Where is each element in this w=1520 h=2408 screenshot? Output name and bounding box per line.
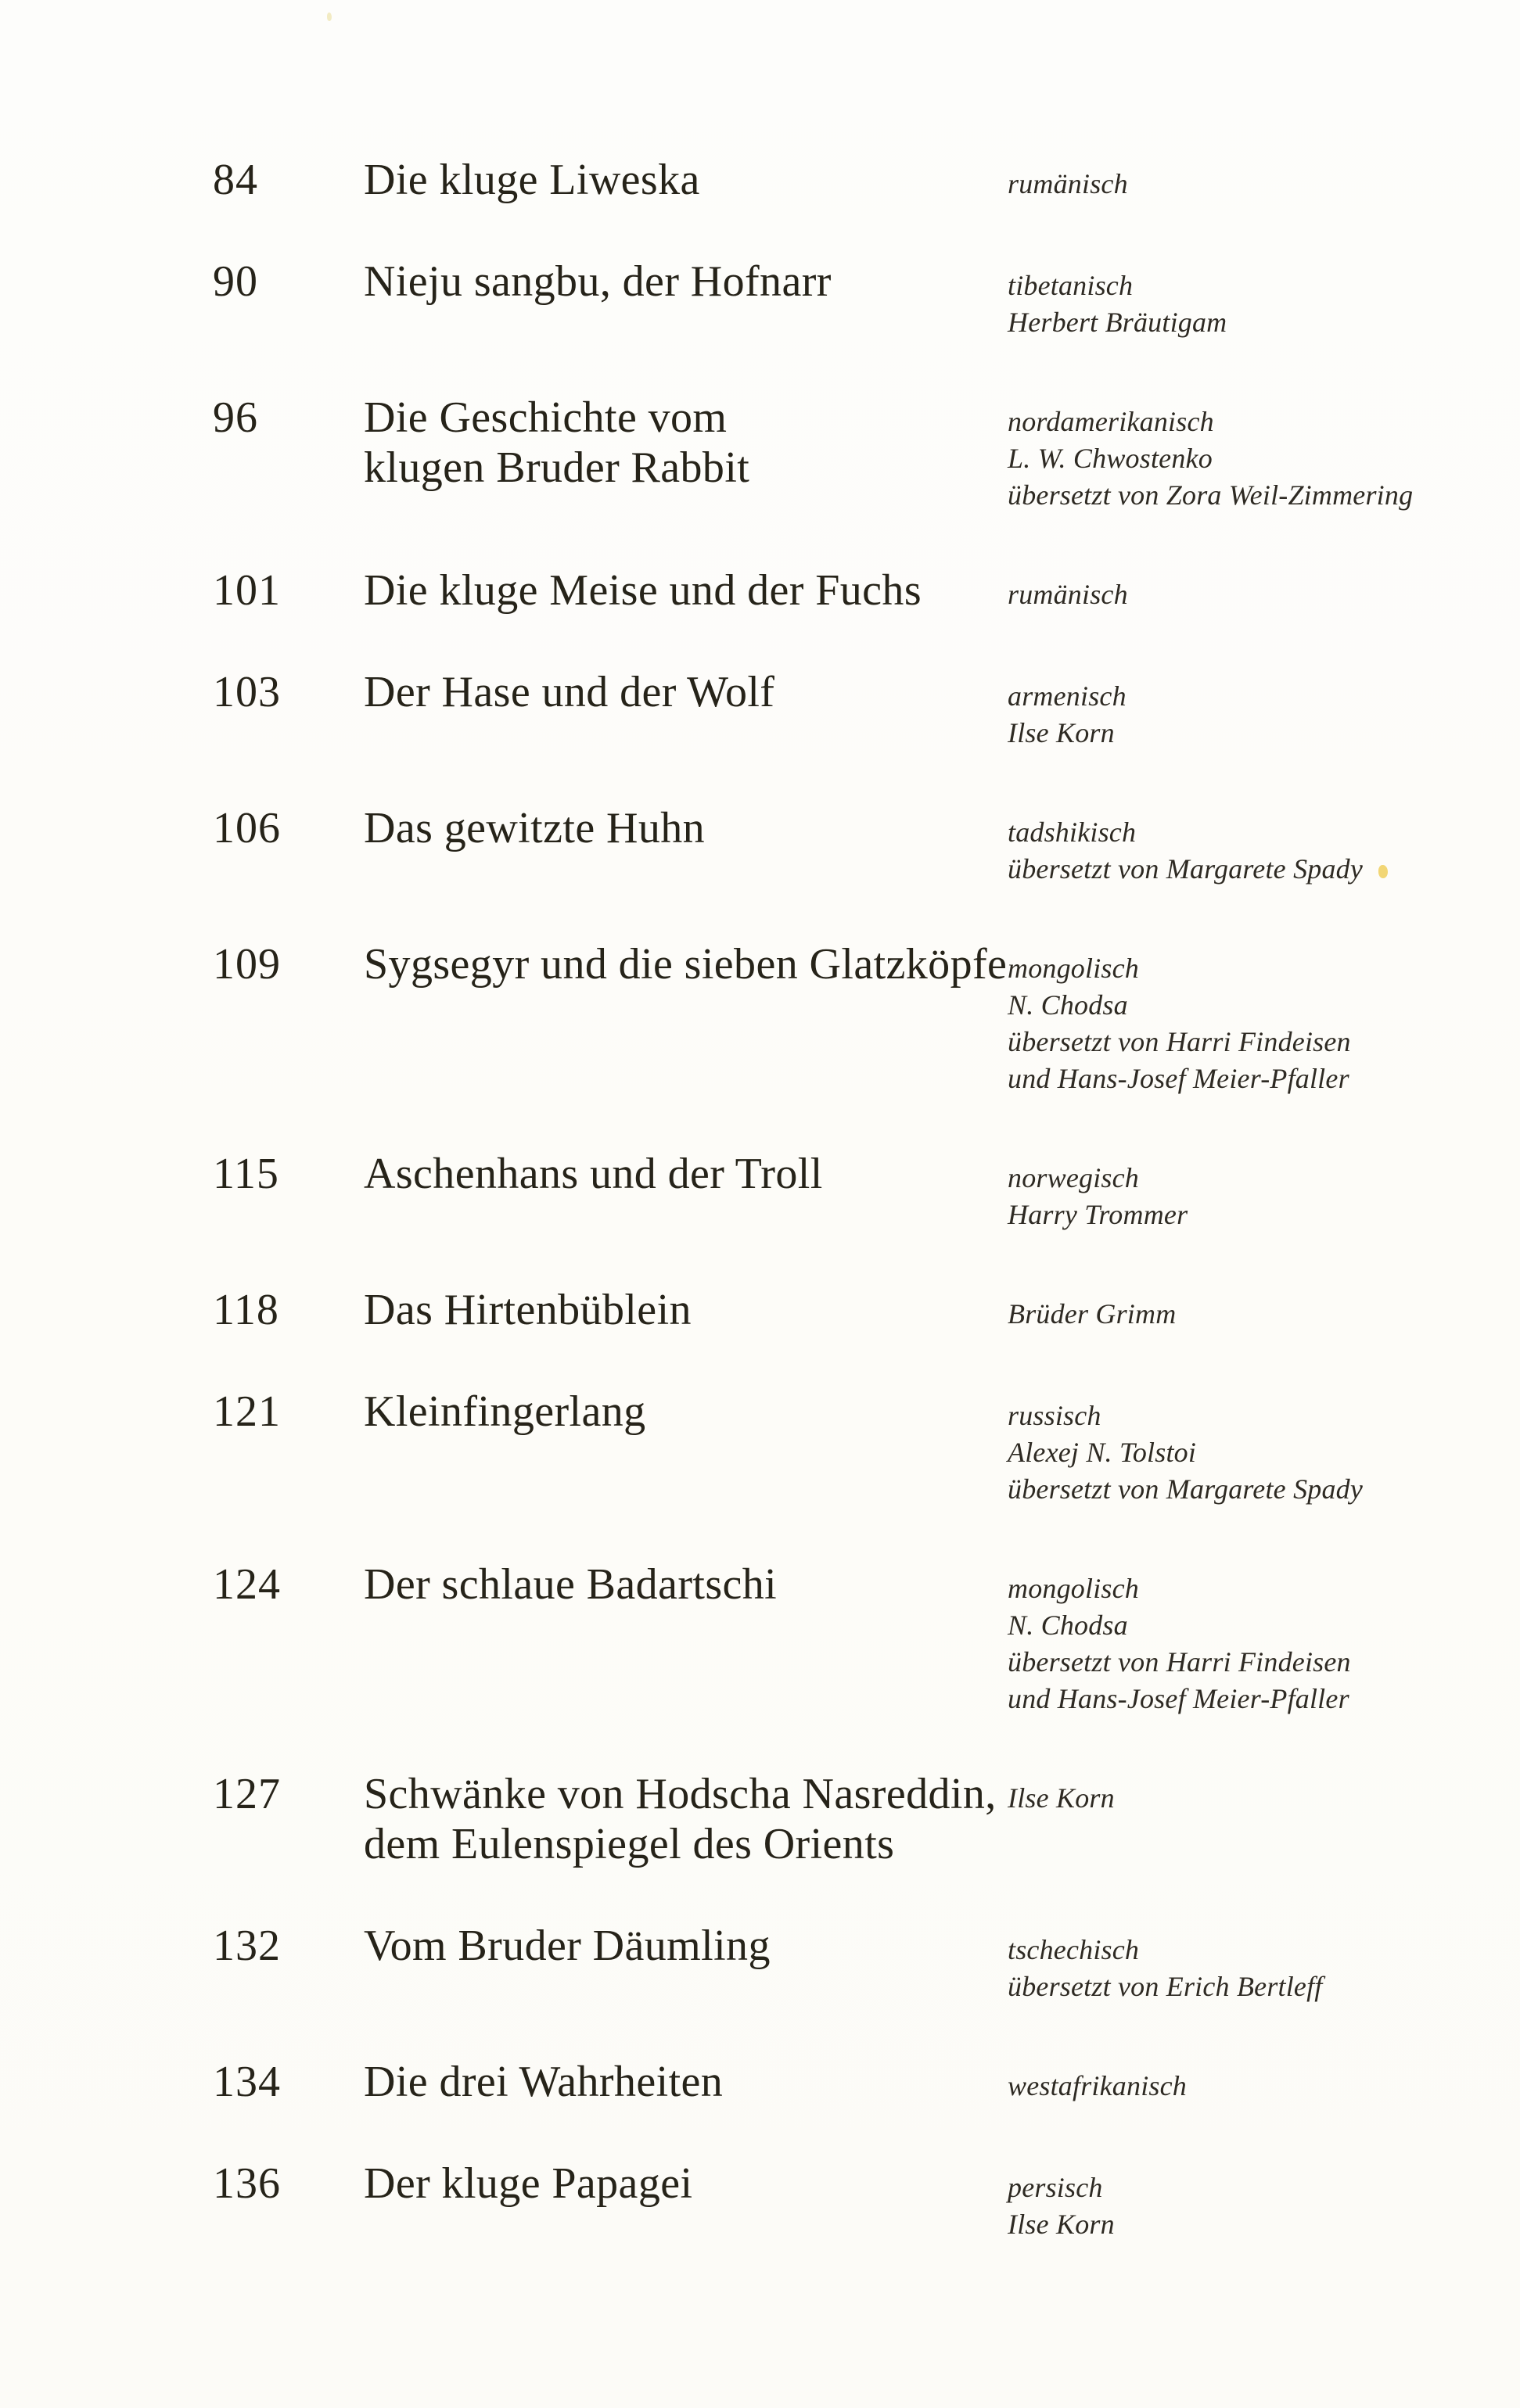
entry-page-number: 115 <box>213 1150 279 1198</box>
entry-attribution-line: norwegisch <box>1008 1162 1139 1193</box>
entry-attribution-line: tschechisch <box>1008 1934 1140 1965</box>
entry-attribution <box>1008 667 1481 752</box>
entry-attribution-line: übersetzt von Harri Findeisen <box>1008 1646 1351 1678</box>
entry-page-number: 124 <box>213 1560 281 1609</box>
entry-attribution-line: und Hans-Josef Meier-Pfaller <box>1008 1683 1349 1714</box>
entry-attribution <box>1008 155 1481 203</box>
entry-page-number: 118 <box>213 1286 279 1334</box>
entry-attribution-line: persisch <box>1008 2172 1103 2203</box>
entry-attribution-line: armenisch <box>1008 680 1127 712</box>
toc-entry <box>213 2057 1481 2107</box>
table-of-contents <box>213 155 1481 2295</box>
yellow-speck-near-spady <box>1378 865 1388 878</box>
toc-entry <box>213 1921 1481 2005</box>
entry-attribution-line: Ilse Korn <box>1008 2209 1115 2240</box>
entry-title-line: Sygsegyr und die sieben Glatzköpfe <box>364 940 1008 989</box>
entry-page-number: 90 <box>213 257 258 306</box>
entry-attribution-line: Ilse Korn <box>1008 717 1115 748</box>
entry-page-number: 96 <box>213 393 258 442</box>
entry-attribution <box>1008 939 1481 1097</box>
entry-attribution-line: Harry Trommer <box>1008 1199 1188 1230</box>
entry-title-line: Der schlaue Badartschi <box>364 1560 778 1609</box>
entry-attribution <box>1008 1769 1481 1817</box>
entry-page-number: 109 <box>213 940 281 989</box>
entry-page-number: 106 <box>213 804 281 852</box>
entry-title-line: Vom Bruder Däumling <box>364 1922 771 1970</box>
toc-entry <box>213 393 1481 514</box>
entry-title-line: Das Hirtenbüblein <box>364 1286 692 1334</box>
entry-attribution-line: N. Chodsa <box>1008 1610 1128 1641</box>
entry-attribution-line: tibetanisch <box>1008 270 1134 301</box>
entry-attribution-line: nordamerikanisch <box>1008 406 1214 437</box>
entry-attribution-line: russisch <box>1008 1400 1101 1431</box>
entry-attribution <box>1008 1387 1481 1508</box>
entry-attribution <box>1008 393 1481 514</box>
toc-entry <box>213 155 1481 205</box>
entry-attribution-line: übersetzt von Erich Bertleff <box>1008 1971 1323 2002</box>
entry-title-line: Die Geschichte vom <box>364 393 728 442</box>
entry-page-number: 134 <box>213 2058 281 2106</box>
entry-title <box>364 667 1008 717</box>
entry-attribution-line: tadshikisch <box>1008 816 1137 848</box>
toc-entry <box>213 667 1481 752</box>
entry-title-line: Das gewitzte Huhn <box>364 804 706 852</box>
entry-title-line: Kleinfingerlang <box>364 1387 646 1436</box>
entry-attribution-line: und Hans-Josef Meier-Pfaller <box>1008 1063 1349 1094</box>
entry-attribution <box>1008 565 1481 613</box>
entry-attribution-line: Ilse Korn <box>1008 1782 1115 1814</box>
entry-title <box>364 565 1008 615</box>
entry-title <box>364 1285 1008 1335</box>
entry-title-line: Der kluge Papagei <box>364 2159 693 2208</box>
entry-title <box>364 257 1008 307</box>
entry-attribution <box>1008 1921 1481 2005</box>
toc-entry <box>213 1149 1481 1233</box>
entry-attribution-line: übersetzt von Harri Findeisen <box>1008 1026 1351 1057</box>
entry-title <box>364 803 1008 853</box>
entry-title-line: Die kluge Meise und der Fuchs <box>364 566 922 615</box>
entry-title <box>364 939 1008 989</box>
entry-attribution <box>1008 1285 1481 1333</box>
toc-entry <box>213 1559 1481 1717</box>
entry-page-number: 127 <box>213 1770 281 1818</box>
entry-page-number: 121 <box>213 1387 281 1436</box>
toc-entry <box>213 803 1481 888</box>
entry-attribution-line: L. W. Chwostenko <box>1008 443 1213 474</box>
entry-attribution <box>1008 2159 1481 2243</box>
entry-attribution-line: übersetzt von Zora Weil-Zimmering <box>1008 479 1414 511</box>
entry-attribution <box>1008 1149 1481 1233</box>
entry-attribution-line: mongolisch <box>1008 953 1139 984</box>
toc-entry <box>213 1387 1481 1508</box>
entry-title <box>364 155 1008 205</box>
entry-title-line: Schwänke von Hodscha Nasreddin, <box>364 1770 997 1818</box>
entry-attribution <box>1008 257 1481 341</box>
entry-attribution-line: Alexej N. Tolstoi <box>1008 1437 1197 1468</box>
entry-attribution-line: Brüder Grimm <box>1008 1298 1177 1330</box>
toc-entry <box>213 939 1481 1097</box>
toc-entry <box>213 1285 1481 1335</box>
entry-attribution-line: übersetzt von Margarete Spady <box>1008 853 1364 885</box>
entry-page-number: 136 <box>213 2159 281 2208</box>
entry-attribution-line: westafrikanisch <box>1008 2070 1187 2101</box>
entry-attribution <box>1008 2057 1481 2105</box>
entry-page-number: 84 <box>213 156 258 204</box>
entry-attribution-line: rumänisch <box>1008 168 1128 199</box>
entry-title-line: Die kluge Liweska <box>364 156 700 204</box>
entry-page-number: 132 <box>213 1922 281 1970</box>
entry-title <box>364 1149 1008 1199</box>
toc-entry <box>213 2159 1481 2243</box>
entry-attribution-line: mongolisch <box>1008 1573 1139 1604</box>
entry-title <box>364 1559 1008 1610</box>
entry-title <box>364 1921 1008 1971</box>
entry-title <box>364 393 1008 493</box>
entry-page-number: 101 <box>213 566 281 615</box>
entry-attribution-line: N. Chodsa <box>1008 989 1128 1021</box>
entry-title-line: Nieju sangbu, der Hofnarr <box>364 257 832 306</box>
entry-title <box>364 2159 1008 2209</box>
entry-title-line: Der Hase und der Wolf <box>364 668 775 716</box>
entry-title-line: Die drei Wahrheiten <box>364 2058 724 2106</box>
entry-title <box>364 1769 1008 1869</box>
entry-title-line: Aschenhans und der Troll <box>364 1150 823 1198</box>
entry-title <box>364 1387 1008 1437</box>
toc-entry <box>213 1769 1481 1869</box>
toc-entry <box>213 565 1481 615</box>
entry-title <box>364 2057 1008 2107</box>
entry-title-line: klugen Bruder Rabbit <box>364 443 750 492</box>
entry-title-line: dem Eulenspiegel des Orients <box>364 1820 895 1868</box>
entry-attribution <box>1008 1559 1481 1717</box>
entry-attribution <box>1008 803 1481 888</box>
entry-attribution-line: übersetzt von Margarete Spady <box>1008 1473 1364 1505</box>
entry-attribution-line: rumänisch <box>1008 579 1128 610</box>
entry-page-number: 103 <box>213 668 281 716</box>
entry-attribution-line: Herbert Bräutigam <box>1008 307 1227 338</box>
faint-speck-top <box>327 13 332 21</box>
toc-entry <box>213 257 1481 341</box>
